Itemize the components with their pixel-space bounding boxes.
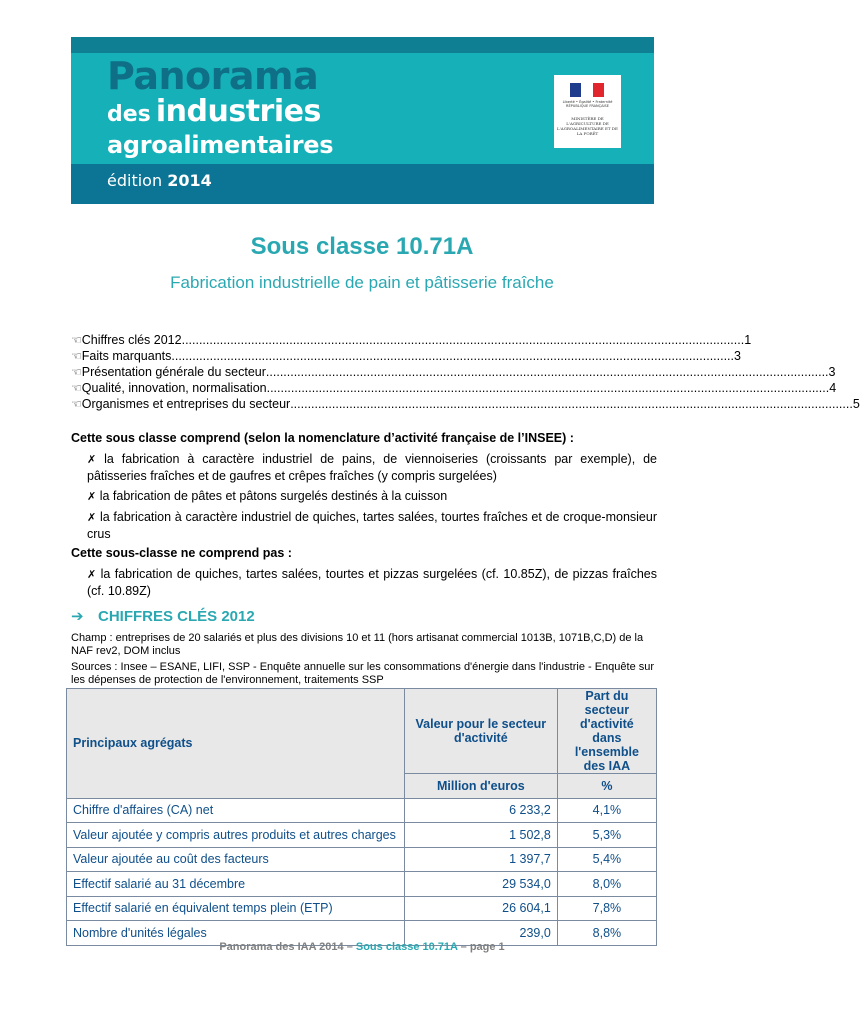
flag-stripe-white bbox=[581, 83, 592, 97]
page-title: Sous classe 10.71A bbox=[250, 233, 474, 260]
pointing-hand-icon: ☜ bbox=[71, 349, 82, 363]
ministry-logo bbox=[554, 75, 621, 148]
toc-item-label: Faits marquants bbox=[81, 349, 172, 363]
excludes-item-text: la fabrication de quiches, tartes salées, tourtes et pizzas surgelées (cf. 10.85Z), de pizzas fraîches (cf. 10.89Z) bbox=[87, 567, 657, 598]
toc-item-page: 3 bbox=[734, 349, 741, 363]
pointing-hand-icon: ☜ bbox=[71, 397, 82, 411]
footer-left: Panorama des IAA 2014 – bbox=[219, 941, 353, 953]
banner-title-agroalimentaires: agroalimentaires bbox=[107, 131, 334, 159]
row-share: 5,3% bbox=[557, 823, 656, 848]
toc-item-page: 4 bbox=[829, 381, 837, 395]
page-subtitle: Fabrication industrielle de pain et pâtisserie fraîche bbox=[170, 273, 554, 292]
toc-item-page: 5 bbox=[852, 397, 860, 411]
toc-item-page: 1 bbox=[744, 333, 752, 347]
cross-mark-icon: ✗ bbox=[87, 454, 97, 466]
row-label: Chiffre d'affaires (CA) net bbox=[67, 798, 405, 823]
toc-leader-dots: .................................................................................................................................................................. bbox=[290, 397, 853, 411]
table-unit-million-euros: Million d'euros bbox=[404, 774, 557, 799]
row-value: 29 534,0 bbox=[404, 872, 557, 897]
page-footer bbox=[0, 941, 724, 953]
flag-stripe-red bbox=[593, 83, 604, 97]
cross-mark-icon: ✗ bbox=[87, 491, 97, 503]
includes-item-text: la fabrication à caractère industriel de quiches, tartes salées, tourtes fraîches et de croque-monsieur crus bbox=[87, 510, 657, 541]
banner-edition bbox=[107, 173, 212, 189]
toc-item[interactable] bbox=[71, 364, 836, 380]
section-heading-text: CHIFFRES CLÉS 2012 bbox=[98, 608, 255, 625]
row-label: Effectif salarié au 31 décembre bbox=[67, 872, 405, 897]
pointing-hand-icon: ☜ bbox=[71, 365, 82, 379]
toc-leader-dots: .................................................................................................................................................................. bbox=[266, 381, 830, 395]
french-flag-icon bbox=[570, 83, 604, 97]
row-label: Valeur ajoutée y compris autres produits et autres charges bbox=[67, 823, 405, 848]
row-share: 7,8% bbox=[557, 896, 656, 921]
table-unit-percent: % bbox=[557, 774, 656, 799]
flag-stripe-blue bbox=[570, 83, 581, 97]
footer-accent: Sous classe 10.71A bbox=[355, 941, 458, 953]
row-value: 26 604,1 bbox=[404, 896, 557, 921]
toc-item-label: Chiffres clés 2012 bbox=[81, 333, 182, 347]
row-value: 1 502,8 bbox=[404, 823, 557, 848]
section-heading-chiffres-cles bbox=[71, 607, 255, 625]
table-row bbox=[67, 798, 657, 823]
footer-right: – page 1 bbox=[460, 941, 505, 953]
excludes-heading: Cette sous-classe ne comprend pas : bbox=[71, 546, 292, 560]
table-row bbox=[67, 823, 657, 848]
includes-heading: Cette sous classe comprend (selon la nomenclature d’activité française de l’INSEE) : bbox=[71, 431, 574, 445]
row-value: 6 233,2 bbox=[404, 798, 557, 823]
table-header-agregats: Principaux agrégats bbox=[67, 689, 405, 799]
row-value: 239,0 bbox=[404, 921, 557, 946]
table-row bbox=[67, 896, 657, 921]
pointing-hand-icon: ☜ bbox=[71, 381, 82, 395]
includes-item-text: la fabrication à caractère industriel de pains, de viennoiseries (croissants par exemple), de pâtisseries fraîches et de gaufres et crêpes fraîches (y compris surgelées) bbox=[87, 452, 657, 483]
key-figures-table bbox=[66, 688, 657, 946]
includes-item bbox=[71, 488, 657, 505]
includes-item-text: la fabrication de pâtes et pâtons surgelés destinés à la cuisson bbox=[99, 489, 448, 503]
pointing-hand-icon: ☜ bbox=[71, 333, 82, 347]
arrow-right-icon: ➔ bbox=[71, 608, 84, 625]
champ-note: Champ : entreprises de 20 salariés et plus des divisions 10 et 11 (hors artisanat commercial 1013B, 1071B,C,D) de la NAF rev2, DOM inclus bbox=[71, 632, 644, 657]
edition-year: 2014 bbox=[167, 171, 212, 190]
banner-title-panorama: Panorama bbox=[107, 54, 319, 98]
table-row bbox=[67, 872, 657, 897]
table-row bbox=[67, 847, 657, 872]
row-share: 8,0% bbox=[557, 872, 656, 897]
includes-item bbox=[71, 451, 657, 484]
cross-mark-icon: ✗ bbox=[87, 569, 97, 581]
row-label: Effectif salarié en équivalent temps plein (ETP) bbox=[67, 896, 405, 921]
toc-item-label: Qualité, innovation, normalisation bbox=[81, 381, 267, 395]
toc-item-page: 3 bbox=[828, 365, 836, 379]
republique-francaise-label: Liberté • Égalité • Fraternité RÉPUBLIQUE FRANÇAISE bbox=[562, 100, 613, 109]
toc-item[interactable] bbox=[71, 396, 860, 412]
toc-item[interactable] bbox=[71, 348, 741, 364]
excludes-item bbox=[71, 566, 657, 599]
row-share: 4,1% bbox=[557, 798, 656, 823]
edition-word: édition bbox=[107, 171, 163, 190]
row-share: 5,4% bbox=[557, 847, 656, 872]
row-label: Valeur ajoutée au coût des facteurs bbox=[67, 847, 405, 872]
includes-item bbox=[71, 509, 657, 542]
ministry-label: MINISTÈRE DE L'AGRICULTURE DE L'AGROALIMENTAIRE ET DE LA FORÊT bbox=[557, 116, 618, 136]
banner-title-industries-word: industries bbox=[155, 94, 321, 129]
sources-note: Sources : Insee – ESANE, LIFI, SSP - Enquête annuelle sur les consommations d'énergie dans l'industrie - Enquête sur les dépenses de protection de l'environnement, traitements SSP bbox=[71, 661, 655, 686]
row-value: 1 397,7 bbox=[404, 847, 557, 872]
cover-banner bbox=[71, 37, 654, 204]
banner-top-strip bbox=[71, 37, 654, 53]
cross-mark-icon: ✗ bbox=[87, 512, 97, 524]
table-header-part: Part du secteur d'activité dans l'ensemble des IAA bbox=[557, 689, 656, 774]
toc-leader-dots: .................................................................................................................................................................. bbox=[265, 365, 829, 379]
banner-title-des: des bbox=[107, 102, 151, 127]
row-label: Nombre d'unités légales bbox=[67, 921, 405, 946]
table-of-contents bbox=[71, 332, 860, 412]
toc-item[interactable] bbox=[71, 380, 837, 396]
toc-item-label: Organismes et entreprises du secteur bbox=[81, 397, 291, 411]
toc-leader-dots: .................................................................................................................................................................. bbox=[181, 333, 745, 347]
toc-leader-dots: .................................................................................................................................................................. bbox=[171, 349, 735, 363]
toc-item-label: Présentation générale du secteur bbox=[81, 365, 266, 379]
toc-item[interactable] bbox=[71, 332, 752, 348]
banner-title-industries bbox=[107, 94, 321, 129]
row-share: 8,8% bbox=[557, 921, 656, 946]
table-header-valeur: Valeur pour le secteur d'activité bbox=[404, 689, 557, 774]
